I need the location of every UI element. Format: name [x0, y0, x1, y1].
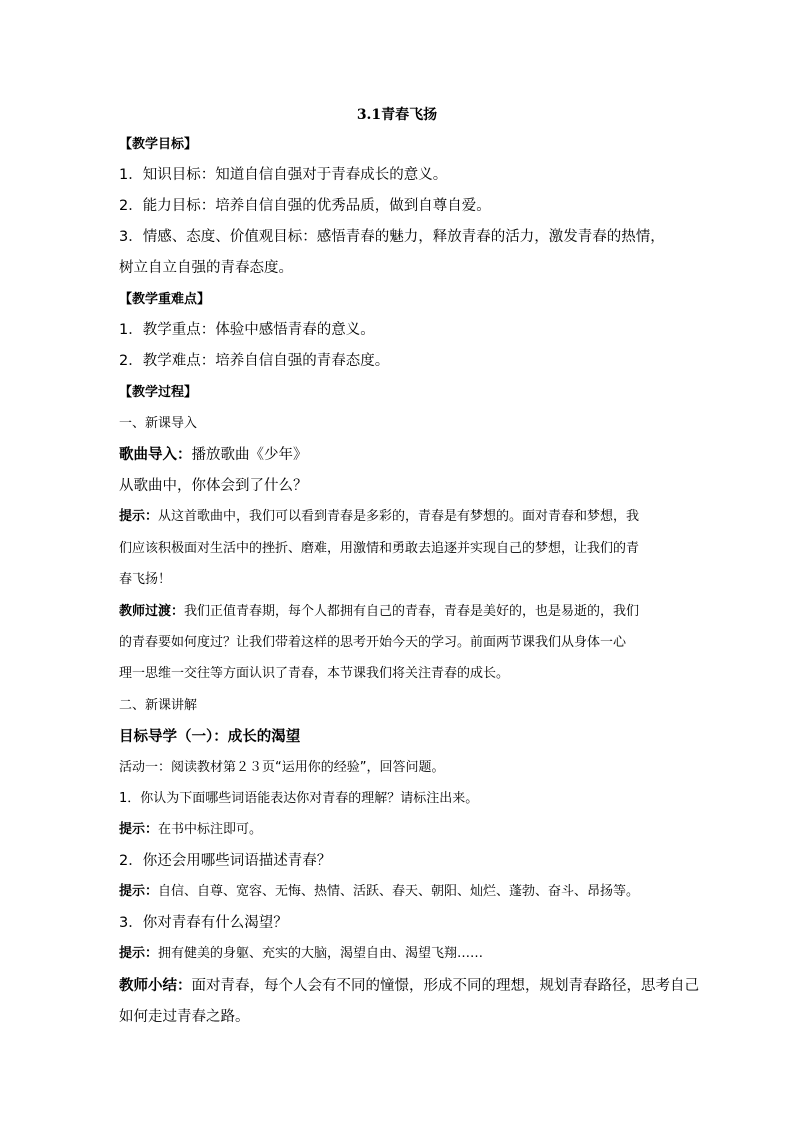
hint-1-line-1: [119, 508, 679, 526]
goal-2: 2．能力目标：培养自信自强的优秀品质，做到自尊自爱。: [119, 198, 491, 214]
song-intro-text: 播放歌曲《少年》: [191, 447, 308, 463]
song-intro-label: 歌曲导入：: [119, 447, 192, 463]
summary-line-2: 如何走过青春之路。: [119, 1009, 250, 1025]
key-point-2: 2．教学难点：培养自信自强的青春态度。: [119, 353, 390, 369]
key-point-1: 1．教学重点：体验中感悟青春的意义。: [119, 322, 375, 338]
hint-3-label: 提示：: [119, 884, 159, 899]
question-1: 1．你认为下面哪些词语能表达你对青春的理解？请标注出来。: [119, 791, 479, 806]
transition-line-3: 理一思维一交往等方面认识了青春，本节课我们将关注青春的成长。: [119, 666, 510, 681]
hint-4-label: 提示：: [119, 946, 159, 961]
hint-1-line-2: 们应该积极面对生活中的挫折、磨难，用激情和勇敢去追逐并实现自己的梦想，让我们的青: [119, 541, 640, 556]
goal-1: 1．知识目标：知道自信自强对于青春成长的意义。: [119, 167, 448, 183]
summary-line-1: [119, 977, 699, 995]
document-title: 3.1青春飞扬: [356, 107, 438, 123]
hint-2-text: 在书中标注即可。: [158, 822, 263, 837]
goal-3-line-2: 树立自立自强的青春态度。: [119, 260, 293, 276]
hint-2-label: 提示：: [119, 822, 159, 837]
activity-1: 活动一：阅读教材第２３页“运用你的经验”，回答问题。: [119, 760, 445, 775]
hint-4-text: 拥有健美的身躯、充实的大脑，渴望自由、渴望飞翔……: [158, 946, 484, 961]
hint-1-text-a: 从这首歌曲中，我们可以看到青春是多彩的，青春是有梦想的。面对青春和梦想，我: [158, 509, 640, 524]
goal-3-line-1: 3．情感、态度、价值观目标：感悟青春的魅力，释放青春的活力，激发青春的热情，: [119, 229, 665, 245]
part-2-heading: 二、新课讲解: [119, 698, 198, 713]
hint-1-label: 提示：: [119, 509, 159, 524]
transition-line-2: 的青春要如何度过？让我们带着这样的思考开始今天的学习。前面两节课我们从身体一心: [119, 635, 627, 650]
song-intro: [119, 446, 679, 464]
target-heading: 目标导学（一）：成长的渴望: [119, 729, 301, 745]
key-points-heading: 【教学重难点】: [119, 292, 211, 307]
transition-line-1: [119, 603, 679, 621]
hint-2: [119, 821, 679, 839]
transition-label: 教师过渡：: [119, 604, 185, 619]
question-2: 2．你还会用哪些词语描述青春？: [119, 853, 332, 869]
hint-3-text: 自信、自尊、宽容、无悔、热情、活跃、春天、朝阳、灿烂、蓬勃、奋斗、昂扬等。: [158, 884, 640, 899]
summary-label: 教师小结：: [119, 978, 192, 994]
summary-text-a: 面对青春，每个人会有不同的憧憬，形成不同的理想，规划青春路径，思考自己: [191, 978, 699, 994]
transition-text-a: 我们正值青春期，每个人都拥有自己的青春，青春是美好的，也是易逝的，我们: [184, 604, 640, 619]
hint-1-line-3: 春飞扬！: [119, 572, 172, 587]
goals-heading: 【教学目标】: [119, 137, 198, 152]
song-question: 从歌曲中，你体会到了什么？: [119, 478, 308, 494]
hint-3: [119, 883, 679, 901]
question-3: 3．你对青春有什么渴望？: [119, 915, 288, 931]
hint-4: [119, 945, 679, 963]
part-1-heading: 一、新课导入: [119, 416, 198, 431]
process-heading: 【教学过程】: [119, 385, 198, 400]
